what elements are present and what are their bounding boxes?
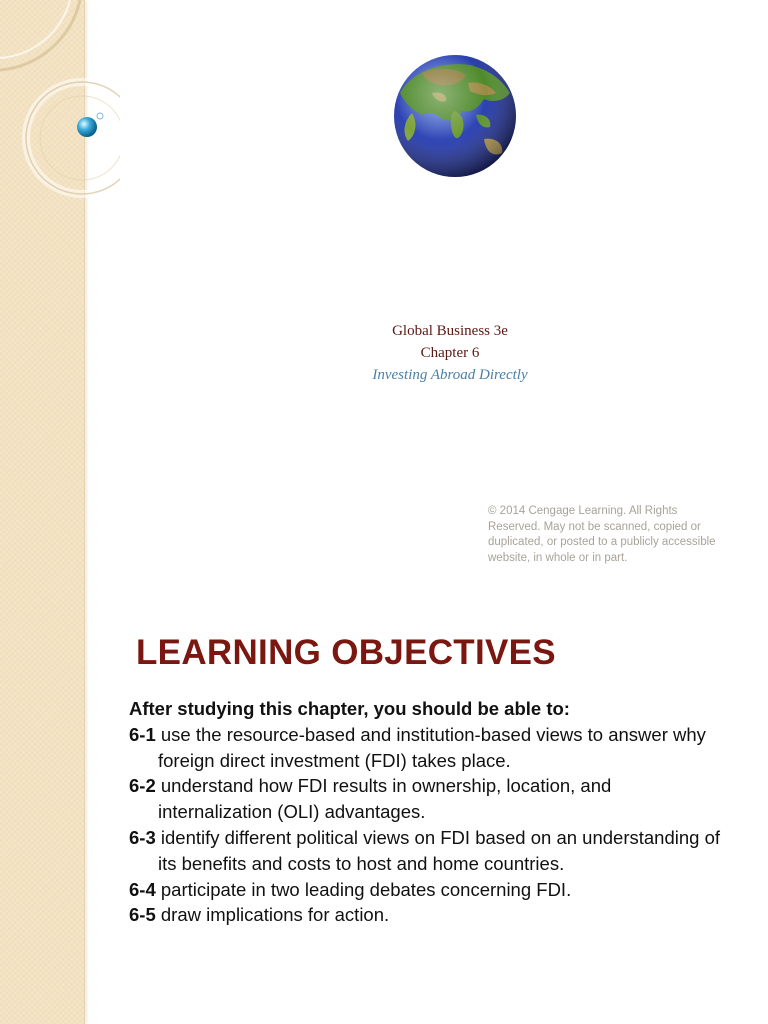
objective-item	[129, 773, 729, 825]
blue-bead-icon	[77, 117, 97, 137]
objective-number: 6-1	[129, 723, 156, 745]
objective-item	[129, 877, 729, 903]
globe-icon	[392, 53, 518, 179]
objective-text: draw implications for action.	[155, 904, 390, 926]
chapter-subtitle: Investing Abroad Directly	[372, 367, 528, 383]
objective-text: identify different political views on FDI based on an understanding of its benefits and costs to host and home countries.	[155, 826, 720, 874]
chapter-label: Chapter 6	[420, 345, 480, 361]
objectives-intro: After studying this chapter, you should be able to:	[129, 698, 570, 719]
learning-objectives-heading: LEARNING OBJECTIVES	[136, 633, 556, 672]
objective-number: 6-5	[129, 904, 156, 926]
objectives-list	[129, 696, 729, 928]
objective-number: 6-2	[129, 775, 156, 797]
objective-number: 6-3	[129, 826, 156, 848]
book-title: Global Business 3e	[392, 323, 508, 339]
objective-item	[129, 722, 729, 774]
small-bead-icon	[97, 113, 103, 119]
objective-number: 6-4	[129, 878, 156, 900]
objective-item	[129, 825, 729, 877]
title-block	[300, 320, 600, 386]
copyright-notice: © 2014 Cengage Learning. All Rights Reserved. May not be scanned, copied or duplicated, or posted to a publicly accessible website, in whole or in part.	[488, 505, 716, 564]
objective-text: participate in two leading debates concerning FDI.	[155, 878, 572, 900]
objective-text: use the resource-based and institution-based views to answer why foreign direct investment (FDI) takes place.	[155, 723, 706, 771]
decorative-circles	[0, 0, 120, 220]
objective-text: understand how FDI results in ownership, location, and internalization (OLI) advantages.	[155, 775, 612, 823]
objective-item	[129, 902, 729, 928]
